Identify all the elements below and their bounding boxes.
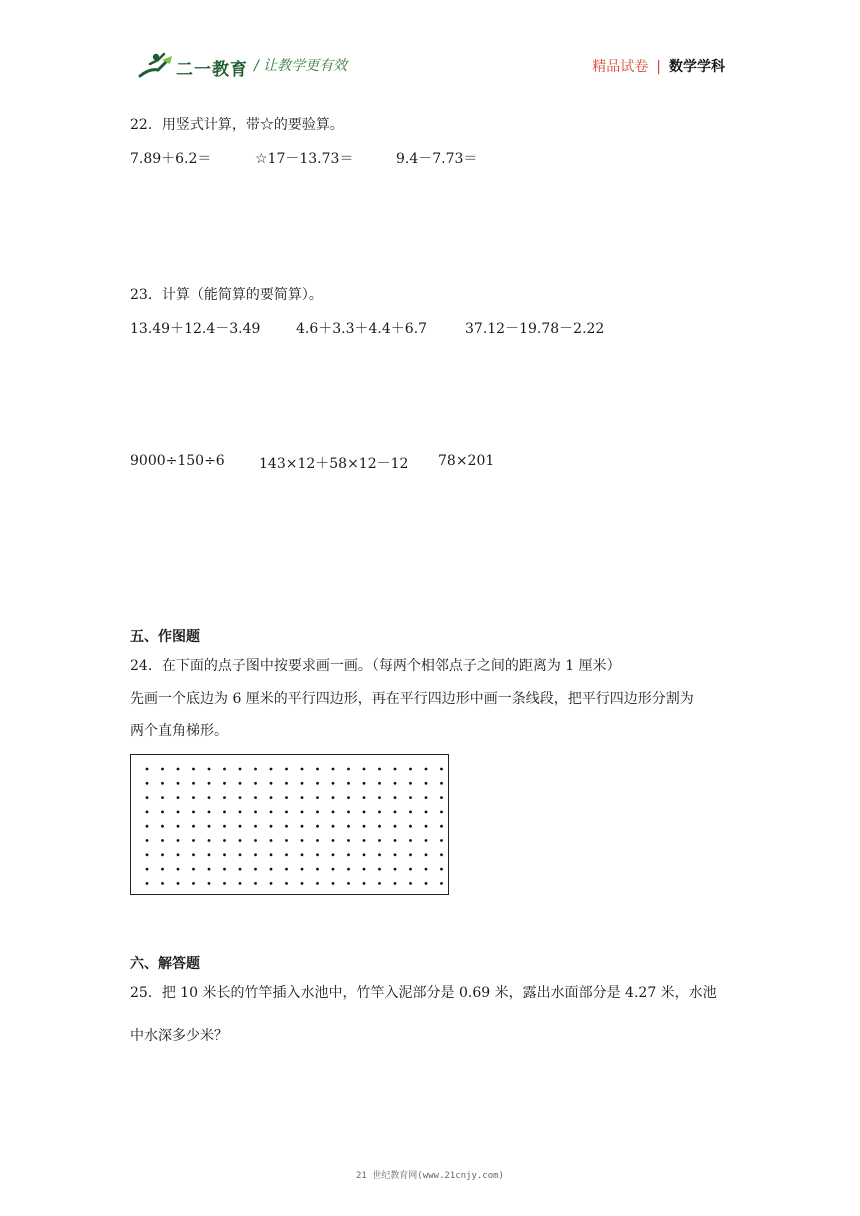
grid-dot xyxy=(394,839,397,842)
grid-dot xyxy=(161,853,164,856)
grid-dot xyxy=(347,782,350,785)
q23-expr-6: 78×201 xyxy=(438,453,495,469)
grid-dot xyxy=(192,825,195,828)
grid-dot xyxy=(161,868,164,871)
grid-dot xyxy=(440,796,443,799)
grid-dot xyxy=(177,825,180,828)
grid-dot xyxy=(208,782,211,785)
grid-dot xyxy=(270,768,273,771)
page-footer: 21 世纪教育网(www.21cnjy.com) xyxy=(356,1171,504,1181)
grid-dot xyxy=(409,782,412,785)
grid-dot xyxy=(161,839,164,842)
grid-dot xyxy=(239,882,242,885)
grid-dot xyxy=(363,796,366,799)
grid-dot xyxy=(192,768,195,771)
grid-dot xyxy=(440,782,443,785)
grid-dot xyxy=(394,825,397,828)
q24-line-2: 两个直角梯形。 xyxy=(130,723,228,739)
grid-dot xyxy=(332,839,335,842)
grid-dot xyxy=(316,811,319,814)
grid-dot xyxy=(394,853,397,856)
grid-dot xyxy=(208,811,211,814)
grid-dot xyxy=(285,853,288,856)
grid-dot xyxy=(347,796,350,799)
grid-dot xyxy=(285,825,288,828)
grid-dot xyxy=(409,796,412,799)
grid-dot xyxy=(285,796,288,799)
grid-dot xyxy=(270,811,273,814)
grid-dot xyxy=(440,811,443,814)
grid-dot xyxy=(223,853,226,856)
grid-dot xyxy=(223,825,226,828)
grid-dot xyxy=(394,882,397,885)
grid-dot xyxy=(239,811,242,814)
grid-dot xyxy=(332,796,335,799)
grid-dot xyxy=(425,882,428,885)
q24-title: 24．在下面的点子图中按要求画一画。（每两个相邻点子之间的距离为 1 厘米） xyxy=(130,658,621,674)
grid-dot xyxy=(285,882,288,885)
grid-dot xyxy=(332,811,335,814)
grid-dot xyxy=(347,768,350,771)
grid-dot xyxy=(409,811,412,814)
grid-dot xyxy=(347,825,350,828)
grid-dot xyxy=(440,768,443,771)
q22-item-2: ☆17－13.73＝ xyxy=(255,151,354,167)
grid-dot xyxy=(394,811,397,814)
grid-dot xyxy=(239,782,242,785)
grid-dot xyxy=(347,868,350,871)
grid-dot xyxy=(254,811,257,814)
q23-expr-1: 13.49＋12.4－3.49 xyxy=(130,321,261,337)
grid-dot xyxy=(146,853,149,856)
grid-dot xyxy=(177,868,180,871)
grid-dot xyxy=(378,853,381,856)
grid-dot xyxy=(177,853,180,856)
grid-dot xyxy=(270,782,273,785)
slogan: / 让教学更有效 xyxy=(254,58,348,74)
grid-dot xyxy=(192,811,195,814)
grid-dot xyxy=(363,825,366,828)
grid-dot xyxy=(177,782,180,785)
grid-dot xyxy=(146,868,149,871)
q24-line-1: 先画一个底边为 6 厘米的平行四边形，再在平行四边形中画一条线段，把平行四边形分割为 xyxy=(130,691,694,707)
grid-dot xyxy=(394,768,397,771)
grid-dot xyxy=(254,882,257,885)
grid-dot xyxy=(239,825,242,828)
grid-dot xyxy=(409,768,412,771)
grid-dot xyxy=(378,782,381,785)
grid-dot xyxy=(161,825,164,828)
grid-dot xyxy=(394,796,397,799)
grid-dot xyxy=(161,882,164,885)
grid-dot xyxy=(301,768,304,771)
logo-text: 二一教育 xyxy=(176,60,248,80)
grid-dot xyxy=(316,825,319,828)
header-tags xyxy=(592,56,725,76)
q23-expr-3: 37.12－19.78－2.22 xyxy=(465,321,605,337)
grid-dot xyxy=(208,882,211,885)
grid-dot xyxy=(208,768,211,771)
tag-separator: | xyxy=(656,59,661,75)
grid-dot xyxy=(316,882,319,885)
grid-dot xyxy=(378,882,381,885)
grid-dot xyxy=(378,868,381,871)
grid-dot xyxy=(146,839,149,842)
q25-line-2: 中水深多少米？ xyxy=(130,1028,228,1044)
grid-dot xyxy=(316,768,319,771)
grid-dot xyxy=(301,839,304,842)
dot-grid[interactable] xyxy=(131,755,448,894)
grid-dot xyxy=(192,882,195,885)
section-6-heading: 六、解答题 xyxy=(130,956,200,972)
grid-dot xyxy=(285,868,288,871)
q23-expr-5: 143×12＋58×12－12 xyxy=(259,456,409,472)
grid-dot xyxy=(223,782,226,785)
grid-dot xyxy=(285,839,288,842)
grid-dot xyxy=(440,868,443,871)
grid-dot xyxy=(239,768,242,771)
grid-dot xyxy=(223,796,226,799)
grid-dot xyxy=(347,839,350,842)
grid-dot xyxy=(285,768,288,771)
grid-dot xyxy=(208,839,211,842)
grid-dot xyxy=(239,796,242,799)
grid-dot xyxy=(316,782,319,785)
grid-dot xyxy=(161,796,164,799)
grid-dot xyxy=(254,782,257,785)
grid-dot xyxy=(378,796,381,799)
grid-dot xyxy=(301,825,304,828)
grid-dot xyxy=(332,782,335,785)
grid-dot xyxy=(161,782,164,785)
grid-dot xyxy=(239,839,242,842)
q22-title: 22．用竖式计算，带☆的要验算。 xyxy=(130,117,344,133)
grid-dot xyxy=(301,853,304,856)
grid-dot xyxy=(378,811,381,814)
grid-dot xyxy=(239,853,242,856)
q22-item-1: 7.89＋6.2＝ xyxy=(130,151,212,167)
grid-dot xyxy=(409,825,412,828)
grid-dot xyxy=(177,811,180,814)
grid-dot xyxy=(425,868,428,871)
grid-dot xyxy=(425,811,428,814)
grid-dot xyxy=(332,768,335,771)
grid-dot xyxy=(316,868,319,871)
grid-dot xyxy=(177,839,180,842)
grid-dot xyxy=(192,868,195,871)
grid-dot xyxy=(223,882,226,885)
q22-item-3: 9.4－7.73＝ xyxy=(396,151,478,167)
grid-dot xyxy=(378,825,381,828)
grid-dot xyxy=(161,768,164,771)
grid-dot xyxy=(146,811,149,814)
grid-dot xyxy=(316,853,319,856)
grid-dot xyxy=(332,853,335,856)
grid-dot xyxy=(301,811,304,814)
section-5-heading: 五、作图题 xyxy=(130,629,200,645)
grid-dot xyxy=(332,882,335,885)
grid-dot xyxy=(440,825,443,828)
grid-dot xyxy=(394,868,397,871)
grid-dot xyxy=(208,868,211,871)
grid-dot xyxy=(425,853,428,856)
grid-dot xyxy=(316,839,319,842)
grid-dot xyxy=(363,839,366,842)
grid-dot xyxy=(146,882,149,885)
grid-dot xyxy=(440,839,443,842)
grid-dot xyxy=(146,782,149,785)
grid-dot xyxy=(409,882,412,885)
grid-dot xyxy=(363,882,366,885)
q23-expr-4: 9000÷150÷6 xyxy=(130,453,225,469)
grid-dot xyxy=(208,825,211,828)
grid-dot xyxy=(440,853,443,856)
grid-dot xyxy=(409,868,412,871)
grid-dot xyxy=(425,782,428,785)
grid-dot xyxy=(347,882,350,885)
grid-dot xyxy=(146,825,149,828)
grid-dot xyxy=(177,882,180,885)
grid-dot xyxy=(316,796,319,799)
grid-dot xyxy=(332,825,335,828)
grid-dot xyxy=(285,782,288,785)
grid-dot xyxy=(223,811,226,814)
grid-dot xyxy=(270,839,273,842)
tag-subject: 数学学科 xyxy=(669,59,725,75)
grid-dot xyxy=(192,796,195,799)
grid-dot xyxy=(223,839,226,842)
grid-dot xyxy=(254,853,257,856)
grid-dot xyxy=(409,839,412,842)
q25-line-1: 25．把 10 米长的竹竿插入水池中，竹竿入泥部分是 0.69 米，露出水面部分是 4.27 米，水池 xyxy=(130,985,717,1001)
grid-dot xyxy=(239,868,242,871)
grid-dot xyxy=(425,796,428,799)
grid-dot xyxy=(254,796,257,799)
grid-dot xyxy=(301,882,304,885)
grid-dot xyxy=(192,853,195,856)
grid-dot xyxy=(192,839,195,842)
grid-dot xyxy=(208,796,211,799)
q23-expr-2: 4.6＋3.3＋4.4＋6.7 xyxy=(296,321,428,337)
grid-dot xyxy=(363,853,366,856)
grid-dot xyxy=(254,768,257,771)
grid-dot xyxy=(254,868,257,871)
grid-dot xyxy=(223,868,226,871)
grid-dot xyxy=(425,825,428,828)
grid-dot xyxy=(363,811,366,814)
grid-dot xyxy=(177,768,180,771)
grid-dot xyxy=(161,811,164,814)
grid-dot xyxy=(301,796,304,799)
grid-dot xyxy=(254,839,257,842)
grid-dot xyxy=(192,782,195,785)
tag-premium: 精品试卷 xyxy=(592,59,649,75)
grid-dot xyxy=(440,882,443,885)
grid-dot xyxy=(347,853,350,856)
grid-dot xyxy=(363,768,366,771)
grid-dot xyxy=(254,825,257,828)
grid-dot xyxy=(270,882,273,885)
grid-dot xyxy=(363,868,366,871)
grid-dot xyxy=(223,768,226,771)
grid-dot xyxy=(177,796,180,799)
grid-dot xyxy=(378,839,381,842)
grid-dot xyxy=(409,853,412,856)
grid-dot xyxy=(270,853,273,856)
grid-dot xyxy=(285,811,288,814)
grid-dot xyxy=(332,868,335,871)
grid-dot xyxy=(208,853,211,856)
grid-dot xyxy=(363,782,366,785)
grid-dot xyxy=(394,782,397,785)
grid-dot xyxy=(270,825,273,828)
dot-grid-box[interactable] xyxy=(130,754,449,895)
grid-dot xyxy=(301,868,304,871)
grid-dot xyxy=(425,839,428,842)
runner-logo-icon xyxy=(136,50,176,80)
grid-dot xyxy=(146,796,149,799)
q23-title: 23．计算（能简算的要简算）。 xyxy=(130,287,323,303)
grid-dot xyxy=(270,868,273,871)
grid-dot xyxy=(425,768,428,771)
grid-dot xyxy=(378,768,381,771)
grid-dot xyxy=(301,782,304,785)
grid-dot xyxy=(347,811,350,814)
grid-dot xyxy=(146,768,149,771)
grid-dot xyxy=(270,796,273,799)
